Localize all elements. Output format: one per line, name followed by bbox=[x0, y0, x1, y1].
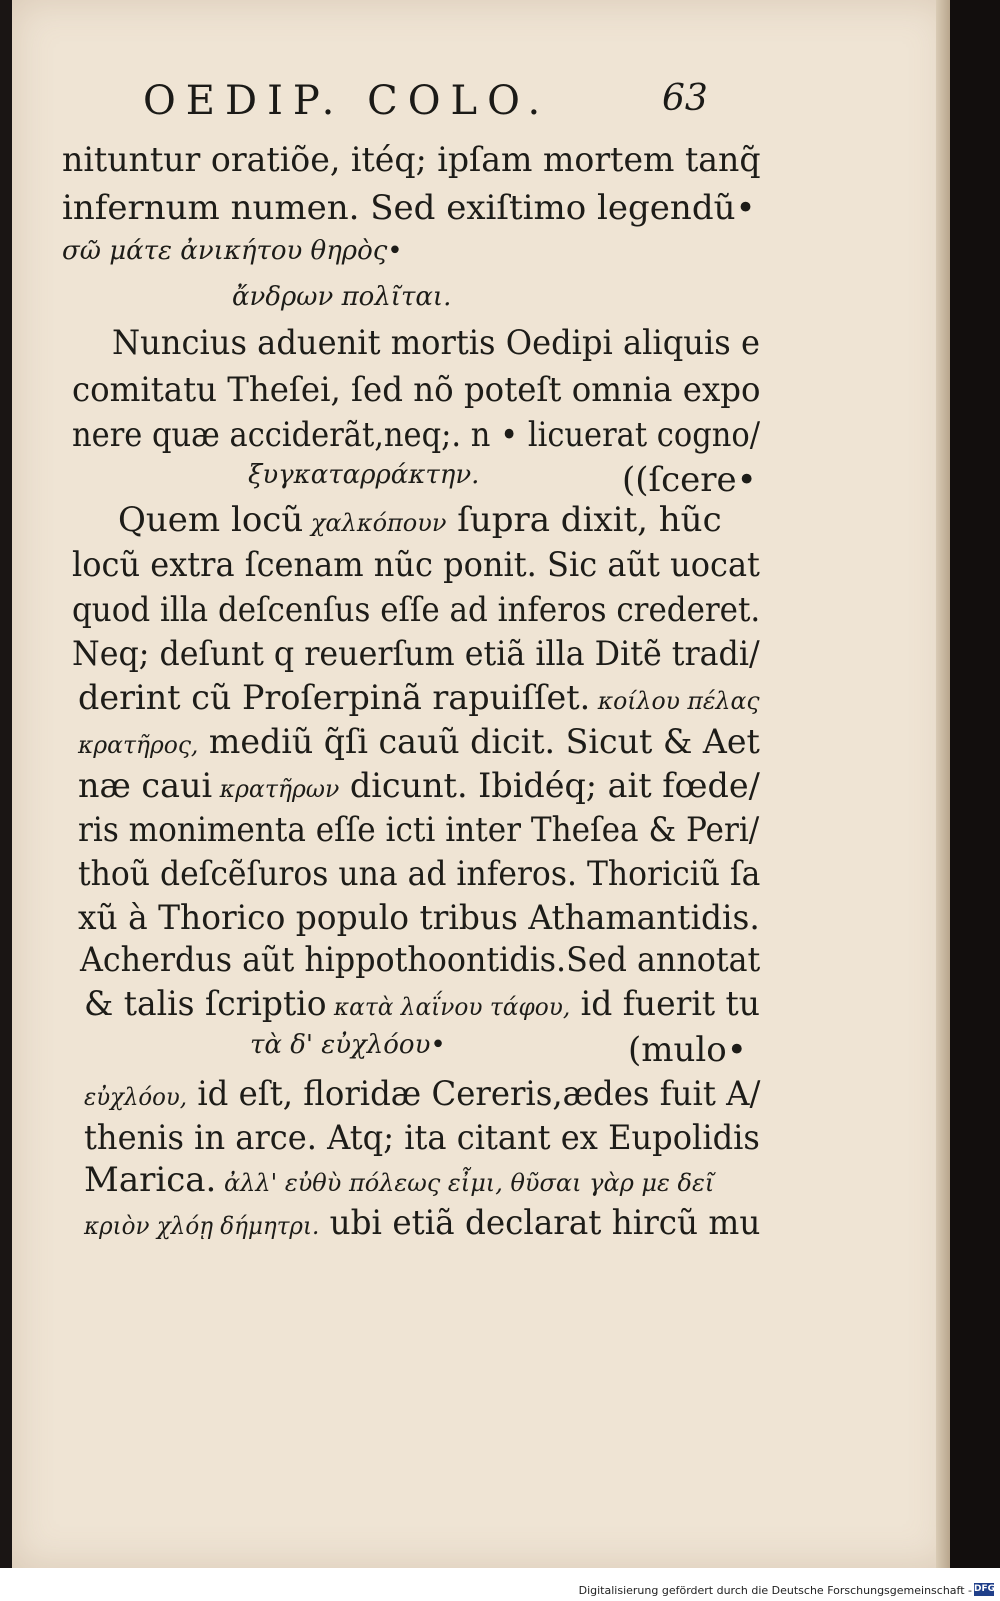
greek-phrase: ἀλλ' εὐθὺ πόλεως εἶμι, θῦσαι γὰρ με δεῖ bbox=[216, 1169, 715, 1197]
line-text: (mulo• bbox=[628, 1030, 747, 1070]
text-line bbox=[232, 282, 451, 312]
text-line bbox=[78, 898, 760, 938]
line-text: Acherdus aũt hippothoontidis.Sed annotat bbox=[80, 940, 761, 980]
text-line bbox=[622, 460, 757, 500]
text-line bbox=[72, 370, 760, 410]
line-text-continued: id fuerit tu bbox=[570, 984, 760, 1024]
text-line bbox=[112, 323, 760, 363]
text-line bbox=[78, 854, 760, 894]
line-text: comitatu Theſei, ſed nõ poteſt omnia expo bbox=[72, 370, 761, 410]
line-text: næ caui bbox=[78, 766, 213, 806]
text-line bbox=[78, 678, 760, 718]
text-line bbox=[72, 590, 760, 630]
line-text: Neq; deſunt q reuerſum etiã illa Ditẽ tradi/ bbox=[72, 634, 760, 674]
text-line bbox=[84, 1118, 760, 1158]
text-line bbox=[78, 722, 760, 762]
greek-phrase: κρατῆρος, bbox=[78, 731, 199, 759]
greek-phrase: κατὰ λαΐνου τάφου, bbox=[326, 993, 571, 1021]
text-line bbox=[62, 188, 756, 228]
line-text: infernum numen. Sed exiſtimo legendũ• bbox=[62, 188, 756, 228]
line-text: derint cũ Proſerpinã rapuiſſet. bbox=[78, 678, 591, 718]
running-title: OEDIP. COLO. bbox=[143, 78, 551, 124]
text-line bbox=[72, 415, 760, 455]
line-text: thoũ deſcẽſuros una ad inferos. Thoriciũ ſa bbox=[78, 854, 761, 894]
line-text: Marica. bbox=[84, 1160, 217, 1200]
text-line bbox=[628, 1030, 747, 1070]
line-text: τὰ δ' εὐχλόου• bbox=[250, 1030, 446, 1060]
text-line bbox=[78, 766, 760, 806]
text-line bbox=[84, 984, 760, 1024]
line-text: quod illa deſcenſus eſſe ad inferos crederet. bbox=[72, 590, 761, 630]
text-line bbox=[84, 1203, 760, 1243]
line-text-continued: dicunt. Ibidéq; ait fœde/ bbox=[339, 766, 760, 806]
footer-credit: Digitalisierung gefördert durch die Deutsche Forschungsgemeinschaft - bbox=[578, 1584, 972, 1597]
greek-phrase: κοίλου πέλας bbox=[590, 687, 760, 715]
line-text: nere quæ acciderãt,neq;. n • licuerat cogno/ bbox=[72, 415, 761, 455]
page-gutter bbox=[936, 0, 950, 1568]
line-text: Quem locũ bbox=[118, 500, 304, 540]
line-text: & talis ſcriptio bbox=[84, 984, 327, 1024]
line-text-continued: ubi etiã declarat hircũ mu bbox=[319, 1203, 761, 1243]
page-number: 63 bbox=[662, 78, 708, 119]
text-line bbox=[72, 545, 760, 585]
line-text: Nuncius aduenit mortis Oedipi aliquis e bbox=[112, 323, 760, 363]
line-text: σῶ μάτε ἀνικήτου θηρὸς• bbox=[62, 236, 403, 266]
line-text-continued: id eſt, floridæ Cereris,ædes fuit A/ bbox=[187, 1074, 761, 1114]
text-line bbox=[84, 1074, 760, 1114]
text-line bbox=[78, 810, 759, 850]
scan-edge bbox=[950, 0, 1000, 1568]
text-line bbox=[80, 940, 760, 980]
greek-phrase: κρατῆρων bbox=[212, 775, 340, 803]
text-line bbox=[62, 236, 403, 266]
line-text: thenis in arce. Atq; ita citant ex Eupolidis bbox=[84, 1118, 760, 1158]
greek-phrase: κριὸν χλόῃ δήμητρι. bbox=[84, 1212, 320, 1240]
line-text-continued: ſupra dixit, hũc bbox=[446, 500, 722, 540]
text-line bbox=[118, 500, 722, 540]
line-text: xũ à Thorico populo tribus Athamantidis. bbox=[78, 898, 760, 938]
greek-phrase: χαλκόπουν bbox=[303, 509, 447, 537]
line-text: ξυγκαταρράκτην. bbox=[248, 460, 480, 490]
text-line bbox=[72, 634, 760, 674]
line-text: locũ extra ſcenam nũc ponit. Sic aũt uocat bbox=[72, 545, 760, 585]
line-text-continued: mediũ q̃ſi cauũ dicit. Sicut & Aet bbox=[198, 722, 760, 762]
line-text: ((ſcere• bbox=[622, 460, 757, 500]
line-text: ris monimenta eſſe icti inter Theſea & Peri/ bbox=[78, 810, 760, 850]
text-line bbox=[250, 1030, 446, 1060]
line-text: ἄνδρων πολῖται. bbox=[232, 282, 452, 312]
text-line bbox=[62, 140, 761, 180]
dfg-logo: DFG bbox=[974, 1584, 996, 1594]
greek-phrase: εὐχλόου, bbox=[84, 1083, 188, 1111]
text-line bbox=[84, 1160, 714, 1200]
text-line bbox=[248, 460, 479, 490]
line-text: nituntur oratiõe, itéq; ipſam mortem tanq̃ bbox=[62, 140, 761, 180]
